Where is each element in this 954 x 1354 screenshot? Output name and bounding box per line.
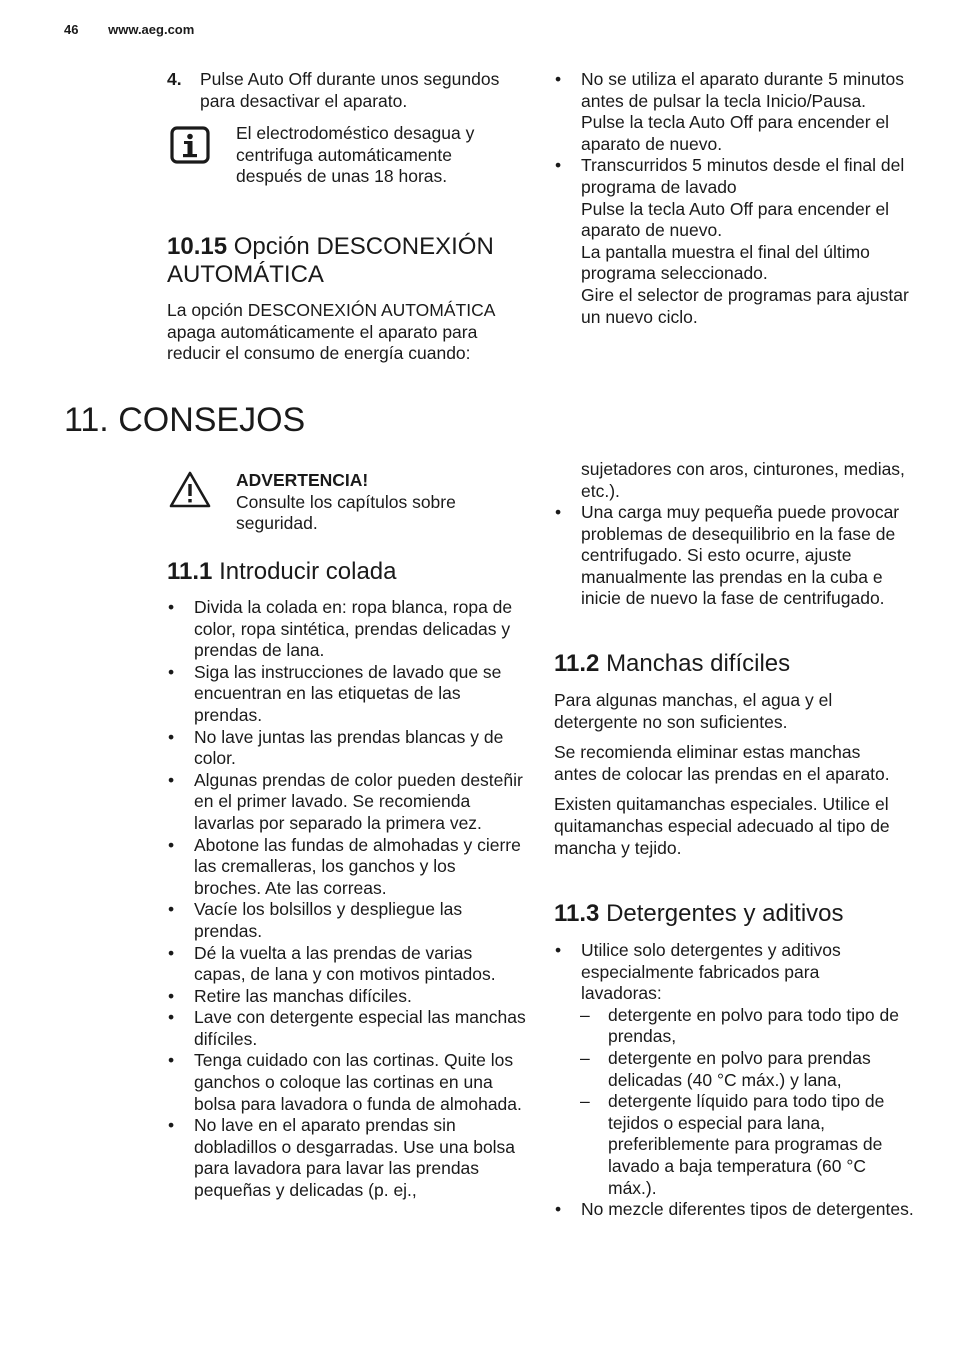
warning-icon <box>168 470 212 515</box>
detergents-list <box>554 940 914 1221</box>
list-item: • Una carga muy pequeña puede provocar problemas de desequilibrio en la fase de centrifugado. Si esto ocurre, ajuste manualmente las prendas en la cuba e inicie de nuevo la fase de centrifugado. <box>554 502 914 610</box>
info-icon <box>169 125 211 170</box>
section-10-15-heading <box>167 233 547 289</box>
section-11-2-heading <box>554 650 790 678</box>
chapter-heading <box>64 400 305 440</box>
list-item: • Vacíe los bolsillos y despliegue las prendas. <box>167 899 527 942</box>
list-item: • No lave juntas las prendas blancas y de color. <box>167 727 527 770</box>
section-number: 11.1 <box>167 558 213 585</box>
section-11-1-heading <box>167 558 397 586</box>
laundry-tips-list <box>167 597 527 1202</box>
detergent-types-list <box>574 1005 914 1199</box>
website-link[interactable]: www.aeg.com <box>108 22 195 37</box>
list-item: • Algunas prendas de color pueden desteñir en el primer lavado. Se recomienda lavarlas por separado la primera vez. <box>167 770 527 835</box>
list-item: • Retire las manchas difíciles. <box>167 986 527 1008</box>
list-item-text: • Utilice solo detergentes y aditivos especialmente fabricados para lavadoras: <box>581 940 841 1004</box>
list-item: • Abotone las fundas de almohadas y cierre las cremalleras, los ganchos y los broches. Ate las correas. <box>167 835 527 900</box>
section-title: Opción DESCONEXIÓN AUTOMÁTICA <box>167 233 494 288</box>
paragraph: Existen quitamanchas especiales. Utilice el quitamanchas especial adecuado al tipo de mancha y tejido. <box>554 794 890 858</box>
section-11-3-heading <box>554 900 844 928</box>
auto-off-conditions-list <box>554 69 914 328</box>
list-item: • No se utiliza el aparato durante 5 minutos antes de pulsar la tecla Inicio/Pausa. Pulse la tecla Auto Off para encender el aparato de nuevo. <box>554 69 914 155</box>
page-header <box>64 22 194 37</box>
section-number: 10.15 <box>167 233 228 260</box>
chapter-number: 11. <box>64 401 109 439</box>
chapter-title: CONSEJOS <box>118 401 306 439</box>
section-number: 11.2 <box>554 650 600 677</box>
section-title: Detergentes y aditivos <box>606 900 844 927</box>
list-item: • No lave en el aparato prendas sin dobladillos o desgarradas. Use una bolsa para lavadora para lavar las prendas pequeñas y delicadas (p. ej., <box>167 1115 527 1201</box>
warning-text: Consulte los capítulos sobre seguridad. <box>236 491 456 534</box>
info-note: El electrodoméstico desagua y centrifuga automáticamente después de unas 18 horas. <box>236 123 475 187</box>
list-item: • Tenga cuidado con las cortinas. Quite los ganchos o coloque las cortinas en una bolsa para lavadora o funda de almohada. <box>167 1050 527 1115</box>
list-item: • No mezcle diferentes tipos de detergentes. <box>554 1199 914 1221</box>
section-title: Manchas difíciles <box>606 650 791 677</box>
laundry-tips-list-continued <box>554 502 914 610</box>
section-number: 11.3 <box>554 900 600 927</box>
list-item: • Lave con detergente especial las manchas difíciles. <box>167 1007 527 1050</box>
paragraph: Se recomienda eliminar estas manchas antes de colocar las prendas en el aparato. <box>554 742 890 784</box>
section-10-15-body: La opción DESCONEXIÓN AUTOMÁTICA apaga automáticamente el aparato para reducir el consumo de energía cuando: <box>167 300 495 364</box>
list-continuation: sujetadores con aros, cinturones, medias, etc.). <box>581 459 905 501</box>
list-item: • Divida la colada en: ropa blanca, ropa de color, ropa sintética, prendas delicadas y prendas de lana. <box>167 597 527 662</box>
sub-list-item: – detergente en polvo para todo tipo de prendas, <box>574 1005 914 1048</box>
warning-title: ADVERTENCIA! <box>236 470 369 490</box>
page-number: 46 <box>64 22 79 37</box>
list-item: • Transcurridos 5 minutos desde el final del programa de lavado Pulse la tecla Auto Off para encender el aparato de nuevo. La pantalla muestra el final del último programa seleccionado. Gire el selector de programas para ajustar un nuevo ciclo. <box>554 155 914 328</box>
list-item <box>554 940 914 1199</box>
paragraph: Para algunas manchas, el agua y el detergente no son suficientes. <box>554 690 833 732</box>
step-4 <box>167 69 522 112</box>
sub-list-item: – detergente líquido para todo tipo de tejidos o especial para lana, preferiblemente para programas de lavado a baja temperatura (60 °C máx.). <box>574 1091 914 1199</box>
step-number: 4. <box>167 69 182 89</box>
step-text: Pulse Auto Off durante unos segundos para desactivar el aparato. <box>200 69 500 111</box>
list-item: • Dé la vuelta a las prendas de varias capas, de lana y con motivos pintados. <box>167 943 527 986</box>
section-title: Introducir colada <box>219 558 397 585</box>
section-11-2-body <box>554 690 899 859</box>
list-item: • Siga las instrucciones de lavado que se encuentran en las etiquetas de las prendas. <box>167 662 527 727</box>
sub-list-item: – detergente en polvo para prendas delicadas (40 °C máx.) y lana, <box>574 1048 914 1091</box>
warning-block <box>236 470 516 535</box>
